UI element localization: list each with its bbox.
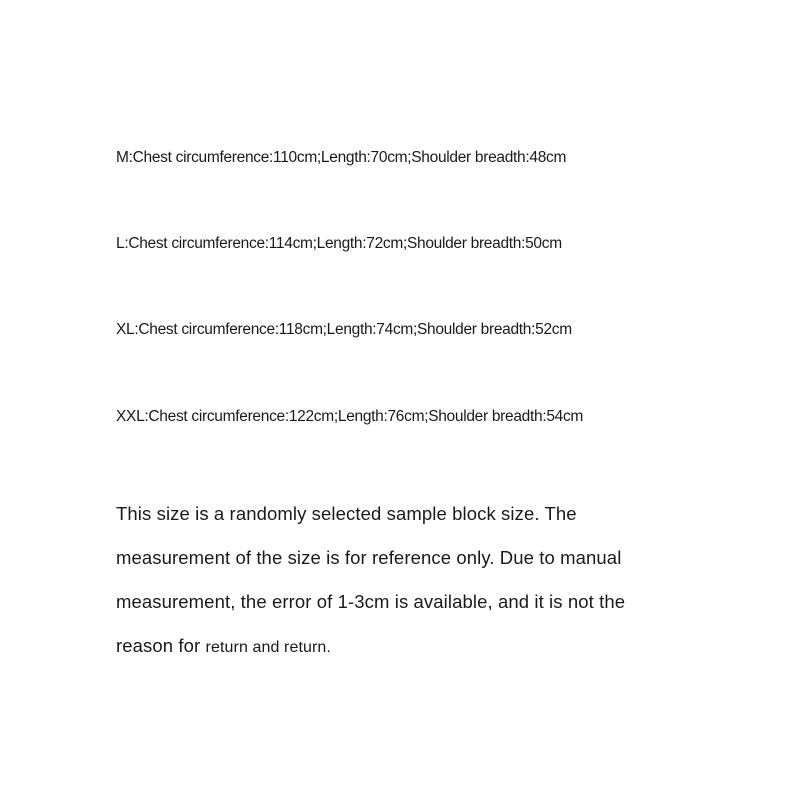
size-xl-measurements: XL:Chest circumference:118cm;Length:74cm;Shoulder breadth:52cm [116, 321, 572, 338]
measurement-disclaimer [116, 492, 736, 670]
disclaimer-line-2: measurement of the size is for reference only. Due to manual [116, 547, 622, 568]
disclaimer-line-4 [116, 624, 736, 670]
disclaimer-line-4-end: return and return. [205, 639, 331, 656]
size-xxl-measurements: XXL:Chest circumference:122cm;Length:76cm;Shoulder breadth:54cm [116, 408, 584, 425]
size-l-measurements: L:Chest circumference:114cm;Length:72cm;Shoulder breadth:50cm [116, 235, 562, 252]
size-m-measurements: M:Chest circumference:110cm;Length:70cm;Shoulder breadth:48cm [116, 149, 567, 166]
disclaimer-line-1: This size is a randomly selected sample block size. The [116, 503, 577, 524]
disclaimer-line-3: measurement, the error of 1-3cm is available, and it is not the [116, 591, 626, 612]
disclaimer-line-4-start: reason for [116, 635, 206, 656]
